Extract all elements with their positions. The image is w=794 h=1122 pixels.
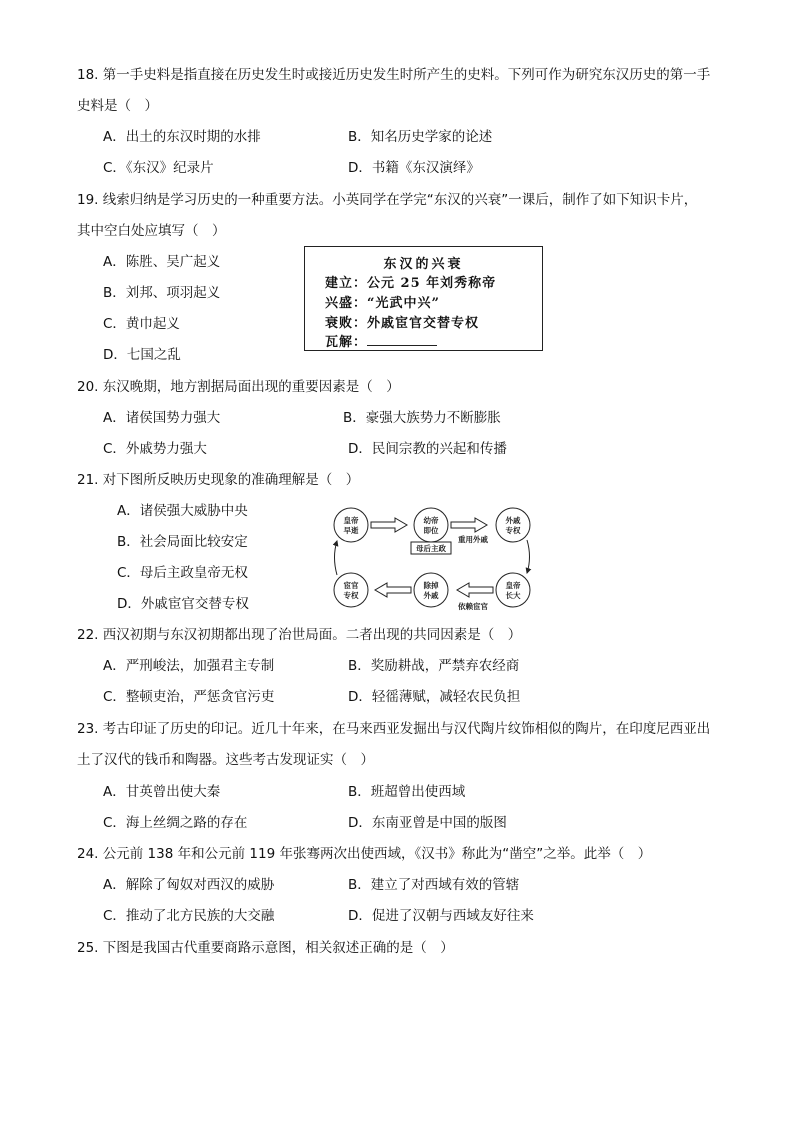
q23-option-c: C．海上丝绸之路的存在	[103, 815, 248, 831]
node-remove-relatives	[414, 573, 448, 607]
q23-stem-line1: 23. 考古印证了历史的印记。近几十年来，在马来西亚发掘出与汉代陶片纹饰相似的陶片，在印度尼西亚出	[77, 721, 711, 737]
node-emperor-early-death	[334, 508, 368, 542]
arrow-1	[371, 518, 407, 532]
arrow-3	[527, 540, 530, 573]
q19-option-a: A．陈胜、吴广起义	[103, 254, 221, 270]
node-emperor-grown	[496, 573, 530, 607]
n3b: 专权	[505, 526, 521, 535]
card-line-prosperity: 兴盛：“光武中兴”	[325, 296, 440, 311]
n1b: 早逝	[343, 526, 359, 535]
card-blank	[367, 333, 437, 346]
q21-option-d: D．外戚宦官交替专权	[117, 596, 249, 612]
q18-option-c: C．《东汉》纪录片	[103, 160, 214, 176]
n2b: 即位	[423, 526, 439, 535]
q18-option-d: D．书籍《东汉演绎》	[348, 160, 480, 176]
q20-option-d: D．民间宗教的兴起和传播	[348, 441, 507, 457]
q19-stem-line2: 其中空白处应填写（ ）	[77, 223, 226, 239]
card-collapse-label: 瓦解：	[325, 335, 368, 350]
card-line-founding: 建立：公元 25 年刘秀称帝	[325, 276, 497, 291]
q19-option-d: D．七国之乱	[103, 347, 181, 363]
q20-option-b: B．豪强大族势力不断膨胀	[343, 410, 501, 426]
q20-option-a: A．诸侯国势力强大	[103, 410, 221, 426]
knowledge-card	[304, 246, 543, 351]
card-line-decline: 衰败：外戚宦官交替专权	[325, 316, 480, 331]
q21-option-c: C．母后主政皇帝无权	[117, 565, 248, 581]
label-use-relatives: 重用外戚	[458, 535, 488, 544]
power-cycle-diagram	[333, 500, 533, 616]
q18-option-a: A．出土的东汉时期的水排	[103, 129, 261, 145]
n5b: 外戚	[423, 591, 439, 600]
q23-option-a: A．甘英曾出使大秦	[103, 784, 221, 800]
q18-stem-line1: 18. 第一手史料是指直接在历史发生时或接近历史发生时所产生的史料。下列可作为研究东汉历史的第一手	[77, 67, 711, 83]
label-rely-eunuchs: 依赖宦官	[458, 602, 488, 611]
card-line-collapse	[325, 331, 437, 350]
n3a: 外戚	[505, 516, 521, 525]
arrow-5	[375, 583, 411, 597]
q22-option-d: D．轻徭薄赋，减轻农民负担	[348, 689, 521, 705]
q25-stem: 25. 下图是我国古代重要商路示意图，相关叙述正确的是（ ）	[77, 940, 454, 956]
n5a: 除掉	[423, 581, 439, 590]
q21-option-b: B．社会局面比较安定	[117, 534, 248, 550]
q18-stem-line2: 史料是（ ）	[77, 98, 158, 114]
q24-option-d: D．促进了汉朝与西域友好往来	[348, 908, 534, 924]
q21-option-a: A．诸侯强大威胁中央	[117, 503, 248, 519]
q20-stem: 20. 东汉晚期，地方割据局面出现的重要因素是（ ）	[77, 379, 400, 395]
q19-stem-line1: 19. 线索归纳是学习历史的一种重要方法。小英同学在学完“东汉的兴衰”一课后，制作了如下知识卡片，	[77, 192, 698, 208]
arrow-4	[457, 583, 493, 597]
box-label: 母后主政	[416, 544, 446, 553]
arrow-2	[451, 518, 487, 532]
n4b: 长大	[505, 591, 521, 600]
q23-option-d: D．东南亚曾是中国的版图	[348, 815, 507, 831]
q22-option-b: B．奖励耕战，严禁弃农经商	[348, 658, 520, 674]
q19-option-c: C．黄巾起义	[103, 316, 180, 332]
q23-stem-line2: 土了汉代的钱币和陶器。这些考古发现证实（ ）	[77, 752, 374, 768]
q22-stem: 22. 西汉初期与东汉初期都出现了治世局面。二者出现的共同因素是（ ）	[77, 627, 522, 643]
node-eunuch-power	[334, 573, 368, 607]
q19-option-b: B．刘邦、项羽起义	[103, 285, 221, 301]
q20-option-c: C．外戚势力强大	[103, 441, 207, 457]
q21-stem: 21. 对下图所反映历史现象的准确理解是（ ）	[77, 472, 360, 488]
node-relatives-power	[496, 508, 530, 542]
n2a: 幼帝	[423, 516, 439, 525]
q22-option-c: C．整顿吏治，严惩贪官污吏	[103, 689, 275, 705]
n1a: 皇帝	[343, 516, 359, 525]
n6a: 宦官	[343, 581, 359, 590]
n6b: 专权	[343, 591, 359, 600]
node-child-emperor	[414, 508, 448, 542]
q24-stem: 24. 公元前 138 年和公元前 119 年张骞两次出使西域，《汉书》称此为“凿空”之举。此举（ ）	[77, 846, 652, 862]
q18-option-b: B．知名历史学家的论述	[348, 129, 493, 145]
q23-option-b: B．班超曾出使西域	[348, 784, 466, 800]
q24-option-c: C．推动了北方民族的大交融	[103, 908, 275, 924]
q24-option-a: A．解除了匈奴对西汉的威胁	[103, 877, 275, 893]
card-title: 东汉的兴衰	[383, 257, 464, 272]
n4a: 皇帝	[505, 581, 521, 590]
q22-option-a: A．严刑峻法，加强君主专制	[103, 658, 275, 674]
q24-option-b: B．建立了对西域有效的管辖	[348, 877, 520, 893]
arrow-6	[335, 541, 338, 575]
